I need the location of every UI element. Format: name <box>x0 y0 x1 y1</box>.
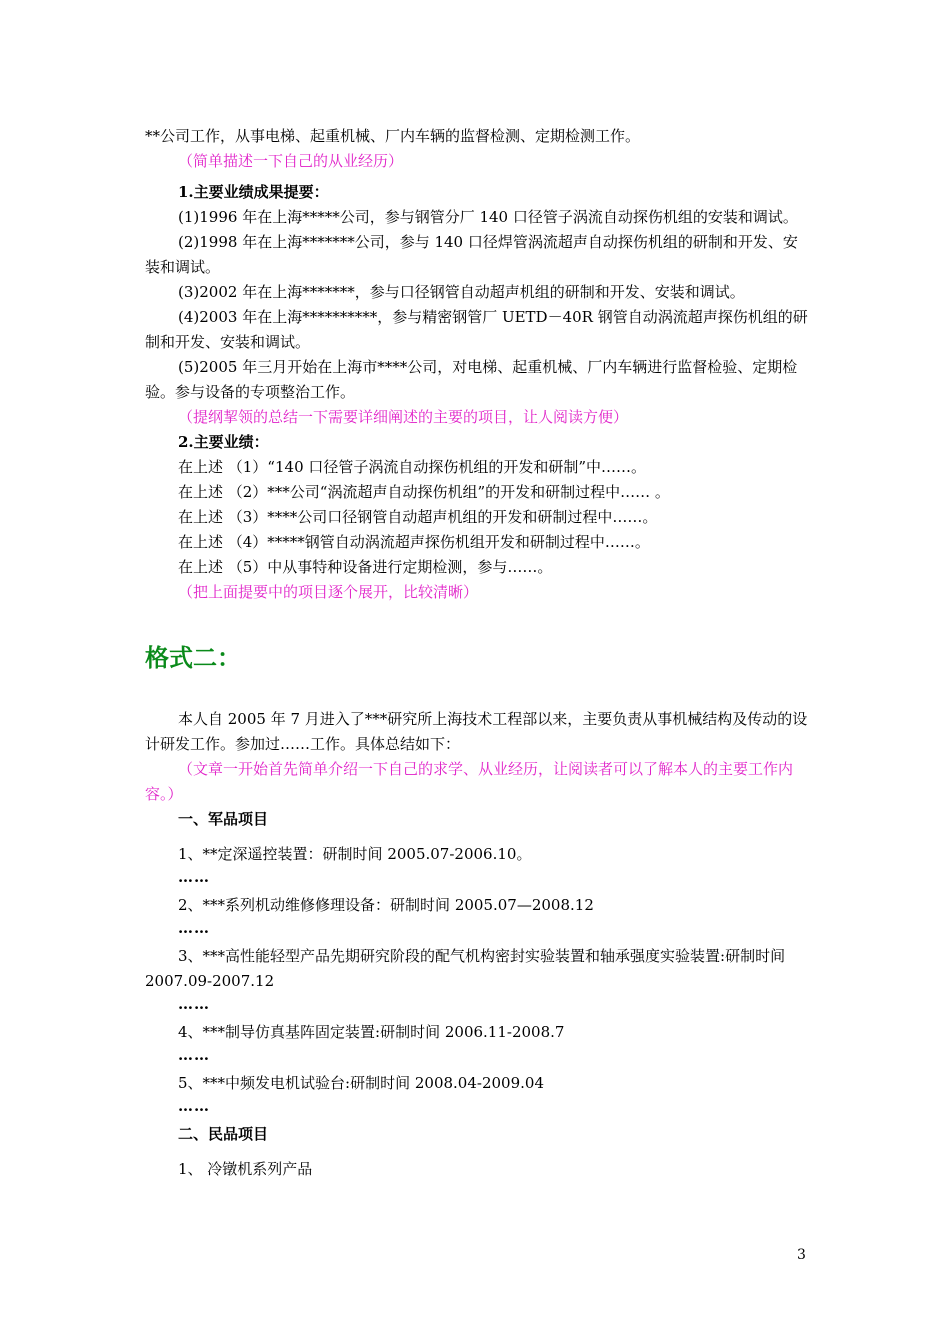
detail-3: 在上述 （3）****公司口径钢管自动超声机组的开发和研制过程中……。 <box>178 508 658 526</box>
ellipsis-4: …… <box>178 1046 210 1064</box>
detail-4: 在上述 （4）*****钢管自动涡流超声探伤机组开发和研制过程中……。 <box>178 533 650 551</box>
note-experience: （简单描述一下自己的从业经历） <box>178 152 404 170</box>
page-number: 3 <box>797 1247 806 1263</box>
military-item-4: 4、***制导仿真基阵固定装置:研制时间 2006.11-2008.7 <box>178 1023 565 1041</box>
section2-title: 2.主要业绩： <box>178 433 269 451</box>
ellipsis-1: …… <box>178 868 210 886</box>
ellipsis-5: …… <box>178 1097 210 1115</box>
achievement-1: (1)1996 年在上海*****公司，参与钢管分厂 140 口径管子涡流自动探伤机组的安装和调试。 <box>178 208 798 226</box>
civil-title: 二、民品项目 <box>178 1125 269 1143</box>
ellipsis-2: …… <box>178 919 210 937</box>
civil-item-1: 1、 冷镦机系列产品 <box>178 1160 313 1178</box>
detail-5: 在上述 （5）中从事特种设备进行定期检测，参与……。 <box>178 558 553 576</box>
format2-intro: 本人自 2005 年 7 月进入了***研究所上海技术工程部以来，主要负责从事机械结构及传动的设计研发工作。参加过……工作。具体总结如下： <box>145 710 808 753</box>
achievement-2: (2)1998 年在上海*******公司，参与 140 口径焊管涡流超声自动探伤机组的研制和开发、安装和调试。 <box>145 233 798 276</box>
military-item-3: 3、***高性能轻型产品先期研究阶段的配气机构密封实验装置和轴承强度实验装置:研制时间 2007.09-2007.12 <box>145 947 786 990</box>
note-expand: （把上面提要中的项目逐个展开，比较清晰） <box>178 583 479 601</box>
note-outline: （提纲挈领的总结一下需要详细阐述的主要的项目，让人阅读方便） <box>178 408 629 426</box>
format2-heading: 格式二： <box>145 644 241 672</box>
military-item-1: 1、**定深遥控装置：研制时间 2005.07-2006.10。 <box>178 845 532 863</box>
detail-2: 在上述 （2）***公司“涡流超声自动探伤机组”的开发和研制过程中…… 。 <box>178 483 670 501</box>
achievement-3: (3)2002 年在上海*******，参与口径钢管自动超声机组的研制和开发、安装和调试。 <box>178 283 745 301</box>
military-item-5: 5、***中频发电机试验台:研制时间 2008.04-2009.04 <box>178 1074 544 1092</box>
section1-title: 1.主要业绩成果提要： <box>178 183 329 201</box>
achievement-4: (4)2003 年在上海**********，参与精密钢管厂 UETD－40R 钢管自动涡流超声探伤机组的研制和开发、安装和调试。 <box>145 308 808 351</box>
page-content <box>145 124 810 1182</box>
military-title: 一、军品项目 <box>178 810 269 828</box>
ellipsis-3: …… <box>178 995 210 1013</box>
intro-line: **公司工作，从事电梯、起重机械、厂内车辆的监督检测、定期检测工作。 <box>145 127 641 145</box>
achievement-5: (5)2005 年三月开始在上海市****公司，对电梯、起重机械、厂内车辆进行监督检验、定期检验。参与设备的专项整治工作。 <box>145 358 798 401</box>
military-item-2: 2、***系列机动维修修理设备：研制时间 2005.07—2008.12 <box>178 896 594 914</box>
detail-1: 在上述 （1）“140 口径管子涡流自动探伤机组的开发和研制”中……。 <box>178 458 647 476</box>
note-intro: （文章一开始首先简单介绍一下自己的求学、从业经历，让阅读者可以了解本人的主要工作内容。） <box>145 760 794 803</box>
